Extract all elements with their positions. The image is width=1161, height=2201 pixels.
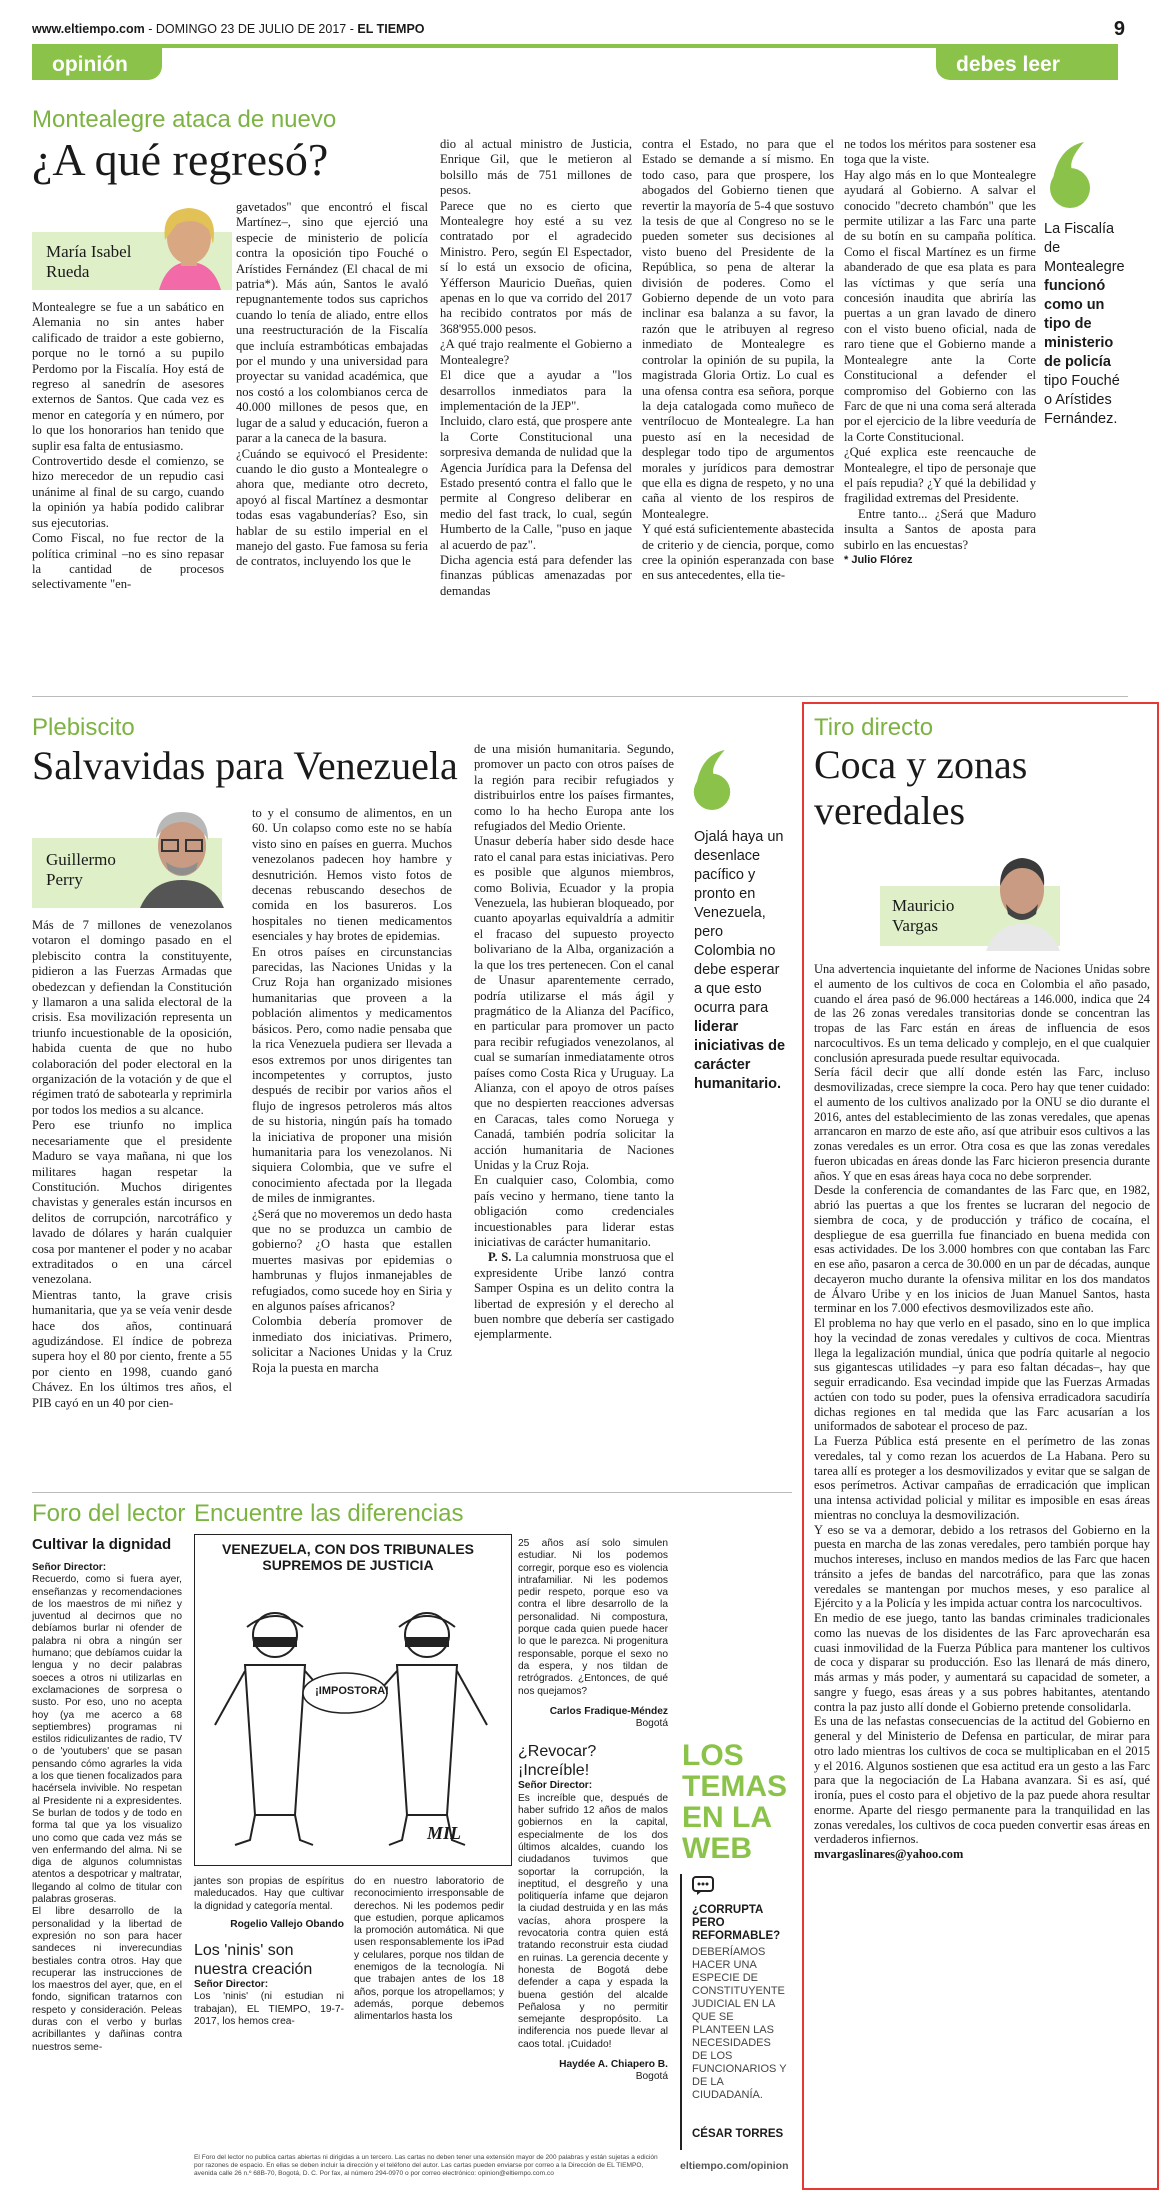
author-portrait — [980, 846, 1065, 951]
letter1-cont: jantes son propias de espíritus maleducados. Hay que cultivar la dignidad y categoría mental. — [194, 1876, 344, 1912]
article3-title: Coca y zonas veredales — [814, 742, 1028, 833]
letter1-column — [32, 1562, 182, 2054]
article1-col1-text: Montealegre se fue a un sabático en Alemania no sin antes haber calificado de traidor a este gobierno, porque no le tornó a su pupilo Perdomo por la Fiscalía. Hoy está de regreso al sanedrín de asesores externos de Santos. Que cada vez es menor en categoría y en número, por lo que los honorarios han tenido que suplir esa falta de entusiasmo. Controvertido desde el comienzo, se hizo merecedor de un repudio casi unánime al final de su cargo, cuando la opinión ya había podido calibrar sus ejecutorias. Como Fiscal, no fue rector de la política criminal –no es sino repasar la cantidad de procesos selectivamente "en- — [32, 300, 224, 592]
article1-column-4 — [642, 137, 834, 584]
letter1-body: Recuerdo, como si fuera ayer, enseñanzas y recomendaciones de los maestros de mi niñez y juventud al decirnos que no debíamos burlar ni ofender de palabra ni obra a ningún ser humano; que debíamos cuidar la lengua y no decir palabras soeces a otros ni utilizarlas en exclamaciones de sorpresa o susto. Por eso, uno no acepta hoy (ya me acerco a 68 septiembres) programas ni estilos ridiculizantes de radio, TV o de 'youtubers' que se pasan pensando cómo agrarles la vida a los que tienen focalizados para hacérsela invivible. No respetan al Presidente ni a expresidentes. Se burlan de todos y de todo en forma tal que ya los visualizo uno como que cada vez más se ven enfermando del alma. Ni se diga de algunos columnistas atentos a despotricar y maltratar, llegando al colmo de titular con palabras groseras. El libre desarrollo de la personalidad y la libertad de expresión no son para hacer sandeces ni inverecundias bestiales contra otros. Hay que recuperar las instrucciones de los maestros del ayer, que, en el fondo, significan tratarnos con respeto y consideración. Peleas duras con el verbo y burlas acribillantes y dañinas contra nuestros seme- — [32, 1574, 182, 2053]
article2-col1-text: Más de 7 millones de venezolanos votaron el domingo pasado en el plebiscito contra la constituyente, pidieron a las Fuerzas Armadas que obedezcan y defiendan la Constitución y llamaron a una salida electoral de la crisis. Esa movilización representa un triunfo incuestionable de la oposición, habida cuenta de que no hubo colaboración del poder electoral en la organización de la votación y de que el régimen trató de sabotearla y reprimirla por todos los medios a su alcance. Pero ese triunfo no implica necesariamente que el presidente Maduro se vaya mañana, ni que los militares hagan respetar la Constitución. Muchos dirigentes chavistas y generales están incursos en delitos de corrupción, narcotráfico y lavado de dólares y harán cualquier cosa por mantener el poder y no acabar extraditados o en una cárcel venezolana. Mientras tanto, la grave crisis humanitaria, que ya se veía venir desde hace dos años, continuará agudizándose. El índice de pobreza supera hoy el 80 por ciento, frente a 55 por ciento en 1998, cuando ganó Chávez. En los últimos tres años, el PIB cayó en un 40 por cien- — [32, 918, 232, 1410]
page-number: 9 — [1113, 18, 1125, 40]
quote-icon — [1048, 140, 1092, 210]
article3-body — [814, 962, 1150, 1862]
quote-icon — [692, 748, 732, 812]
article2-title: Salvavidas para Venezuela — [32, 743, 458, 788]
article2-col2-text: to y el consumo de alimentos, en un 60. Un colapso como este no se había visto sino en países en guerra. Muchos venezolanos padecen hoy hambre y desnutrición. Hemos visto fotos de decenas rebuscando desechos de comida en los basureros. Los hospitales no tienen medicamentos esenciales y hay brotes de epidemias. En otros países en circunstancias parecidas, las Naciones Unidas y la Cruz Roja han organizado misiones humanitarias que proveen a la población alimentos y medicamentos básicos. Pero, como nadie pensaba que la rica Venezuela pudiera ser llevada a esos extremos por unos dirigentes tan incompetentes y corruptos, justo después de recibir por varios años el flujo de ingresos petroleros más altos de su historia, ningún país ha tomado la iniciativa de proponer una misión humanitaria para los venezolanos. Ni siquiera Colombia, que ve sufre el conocimiento afectada por la llegada de miles de inmigrantes. ¿Será que no moveremos un dedo hasta que no se produzca un cambio de gobierno? ¿O hasta que estallen muertes masivas por epidemias o hambrunas y flujos inmanejables de refugiados, como sucede hoy en Siria y en algunos países africanos? Colombia debería promover de inmediato dos iniciativas. Primero, solicitar a Naciones Unidas y la Cruz Roja la puesta en marcha — [252, 806, 452, 1375]
temas-link[interactable]: eltiempo.com/opinion — [680, 2160, 789, 2172]
site-url[interactable]: www.eltiempo.com — [32, 22, 145, 36]
portrait-woman-icon — [147, 200, 232, 290]
temas-question[interactable]: ¿CORRUPTA PERO REFORMABLE? — [692, 1904, 781, 1942]
article1-column-1 — [32, 300, 224, 593]
letter3-body: Es increíble que, después de haber sufrido 12 años de malos gobiernos en la capital, especialmente de los dos últimos alcaldes, cuando los ciudadanos tuvimos que soportar la corrupción, la ineptitud, el desgreño y una politiquería infame que dejaron la ciudad destruida y en las más vacías, ahora prospere la revocatoria contra quien está tratando reconstruir esta ciudad en ruinas. La gerencia decente y honesta de Bogotá debe defender a capa y espada la buena gestión del alcalde Peñalosa y no permitir semejante despropósito. La indiferencia nos puede llevar al caos total. ¡Cuidado! — [518, 1792, 668, 2050]
article1-col2-text: gavetados" que encontró el fiscal Martínez–, sino que ejerció una especie de ministerio de policía contra la oposición tipo Fouché o Arístides Fernández (El chacal de mi patria*). Más aún, Santos le avaló repugnantemente todos sus caprichos cuando lo tenía de aliado, entre ellos una reestructuración de la Fiscalía que incluía estrambóticas embajadas por el mundo y una universidad para proyectar su vanidad académica, que nos costó a los colombianos cerca de 40.000 millones de pesos que, en lugar de a salud y educación, fueron a parar a la caneca de la basura. ¿Cuándo se equivocó el Presidente: cuando le dio gusto a Montealegre o ahora que, mediante otro decreto, apoyó al fiscal Martínez a desmontar todas esas vagabunderías? Eso, sin hablar de su estilo imperial en el manejo del gasto. Fue famosa su feria de contratos, incluyendo los que le — [236, 200, 428, 569]
section-divider — [32, 696, 1128, 697]
issue-date: DOMINGO 23 DE JULIO DE 2017 — [155, 22, 347, 36]
cartoon-speech: ¡IMPOSTORA! — [315, 1685, 389, 1697]
author-name: Guillermo Perry — [46, 850, 116, 889]
temas-body: DEBERÍAMOS HACER UNA ESPECIE DE CONSTITUYENTE JUDICIAL EN LA QUE SE PLANTEEN LAS NECESIDADES DE LOS FUNCIONARIOS Y DE LA CIUDADANÍA. — [692, 1946, 787, 2101]
letter2-title: Los 'ninis' son nuestra creación — [194, 1942, 313, 1979]
author-portrait — [147, 200, 232, 290]
letter3-city: Bogotá — [635, 2071, 668, 2083]
cartoon-caption: VENEZUELA, CON DOS TRIBUNALES SUPREMOS DE JUSTICIA — [221, 1541, 474, 1573]
letter2-end: 25 años así solo simulen estudiar. Ni los podemos corregir, porque eso es violencia intrafamiliar. Ni les podemos pedir respeto, porque eso va contra el libre desarrollo de la personalidad. Ni compostura, porque cada quien puede hacer lo que le parezca. Ni progenitura responsable, porque el sexo no da espera, y nos tildan de retrógrados. ¿Entonces, de qué nos quejamos? — [518, 1538, 668, 1697]
temas-author: CÉSAR TORRES — [692, 2128, 784, 2140]
foro-divider — [32, 1492, 792, 1493]
letter2-salute: Señor Director: — [194, 1979, 269, 1991]
letter2-body: Los 'ninis' (ni estudian ni trabajan), EL TIEMPO, 19-7-2017, los hemos crea- — [194, 1991, 344, 2028]
letter2-end-column — [518, 1538, 668, 2084]
article2-ps-text: La calumnia monstruosa que el expresidente Uribe lanzó contra Samper Ospina es un delito contra la libertad de expresión y el derecho al buen nombre que debería ser castigado ejemplarmente. — [474, 1250, 674, 1342]
cartoon-frame — [194, 1534, 512, 1866]
letter1-continued — [194, 1876, 344, 2028]
article2-col3-text: de una misión humanitaria. Segundo, promover un pacto con otros países de la región para recibir refugiados y distribuirlos entre los países firmantes, como lo ha hecho Europa ante los refugiados del Medio Oriente. Unasur debería haber sido desde hace rato el canal para estas iniciativas. Pero es posible que algunos miembros, como Bolivia, Ecuador y la propia Venezuela, las hubieran bloqueado, por cuanto apoyarlas equivaldría a admitir el fracaso del supuesto proyecto bolivariano de la Alba, organización a la que los tres pertenecen. Con el canal de Unasur aparentemente cerrado, podría utilizarse el más ágil y pragmático de la Alianza del Pacífico, en particular para promover un pacto para recibir refugiados venezolanos, al cual se sumarían inmediatamente otros países como Costa Rica y Uruguay. La Alianza, con el apoyo de otros países que no despierten reacciones adversas en Caracas, tales como Noruega y Canadá, también podría solicitar la acción humanitaria de Naciones Unidas y la Cruz Roja. En cualquier caso, Colombia, como país vecino y hermano, tiene tanto la obligación como credenciales incuestionables para liderar estas iniciativas de carácter humanitario. — [474, 742, 674, 1249]
portrait-man-icon — [980, 846, 1065, 951]
portrait-man-glasses-icon — [132, 800, 232, 908]
foro-fine-print: El Foro del lector no publica cartas abiertas ni dirigidas a un tercero. Las cartas no deben tener una extensión mayor de 200 palabras y están sujetas a edición por razones de espacio. En ellas se deben incluir la dirección y el teléfono del autor. Las cartas pueden enviarse por correo a la Dirección de EL TIEMPO, avenida calle 26 n.º 68B-70, Bogotá, D. C. Por fax, al número 294-0970 o por correo electrónico: opinion@eltiempo.com.co — [194, 2154, 658, 2177]
temas-title: LOS TEMAS EN LA WEB — [682, 1739, 787, 1865]
author-name: María Isabel Rueda — [46, 242, 132, 281]
article1-kicker: Montealegre ataca de nuevo — [32, 106, 337, 133]
header-bar: www.eltiempo.com - DOMINGO 23 DE JULIO DE 2017 - EL TIEMPO 9 — [32, 18, 1125, 40]
article1-col3-text: dio al actual ministro de Justicia, Enrique Gil, que le metieron al bolsillo más de 751 millones de pesos. Parece que no es cierto que Montealegre hoy esté a su vez contratado por el agradecido Ministro. Pero, según El Espectador, sí lo está un exsocio de oficina, Yéfferson Mauricio Dueñas, quien apenas en lo que va corrido del 2017 ha recibido contratos por más de 368'955.000 pesos. ¿A qué trajo realmente el Gobierno a Montealegre? El dice que a ayudar a "los desarrollos inmediatos para la implementación de la JEP". Incluido, claro está, que prospere ante la Corte Constitucional una sorpresiva demanda de nulidad que la Agencia Jurídica para la Defensa del Estado presentó contra el fallo que le permite al Congreso deliberar en medio del fast track, lo cual, según Humberto de la Calle, "puso en jaque al acuerdo de paz". Dicha agencia está para defender las finanzas públicas amenazadas por demandas — [440, 137, 632, 598]
article1-column-2 — [236, 200, 428, 570]
cartoon-signature: MIL — [427, 1823, 462, 1843]
letter3-title: ¿Revocar? ¡Increíble! — [518, 1743, 597, 1780]
paper-name: EL TIEMPO — [357, 22, 425, 36]
letter2-cont: do en nuestro laboratorio de reconocimiento irresponsable de derechos. Ni les podemos pedir que estudien, porque aplicamos la promoción automática. Ni que usen responsablemente los iPad y celulares, porque nos tildan de enemigos de la tecnología. Ni que trabajen antes de los 18 años, porque los atropellamos; y además, porque debemos alimentarlos hasta los — [354, 1876, 504, 2023]
article3-body-text: Una advertencia inquietante del informe de Naciones Unidas sobre el aumento de los cultivos de coca en Colombia el año pasado, cuando el área pasó de 96.000 hectáreas a 146.000, indica que 24 de las 26 zonas veredales transitorias donde se concentran las tropas de las Farc están en áreas de influencia de esos narcocultivos. Es un tema delicado y complejo, en el que cualquier conclusión apresurada puede resultar equivocada. Sería fácil decir que allí donde estén las Farc, incluso desmovilizadas, crece siempre la coca. Pero hay que tener cuidado: el aumento de los cultivos analizado por la ONU se dio durante el 2016, antes del establecimiento de las zonas veredales, que apenas arrancaron en marzo de este año, así que atribuir esos cultivos a las zonas veredales es un error. Otra cosa es que las zonas veredales fueron ubicadas en áreas donde las Farc hicieron presencia durante años. Y que en esas áreas haya coca no debe sorprender. Desde la conferencia de comandantes de las Farc que, en 1982, abrió las puertas a que los frentes se lucraran del negocio de siembra de coca, y de producción y tráfico de cocaína, el despliegue de esa guerrilla fue financiado en buena medida con esas actividades. De los 3.000 hombres con que contaban las Farc en ese año, pasaron a cerca de 30.000 en un par de décadas, aunque decayeron mucho durante la ofensiva militar en los dos mandatos de Álvaro Uribe y en los inicios de Juan Manuel Santos, hasta terminar en los 7.000 efectivos desmovilizados este año. El problema no hay que verlo en el pasado, sino en lo que implica hoy la vecindad de zonas veredales y cultivos de coca. Mientras llega la legalización mundial, única que podría quitarle al negocio sus gigantescas utilidades –y para eso faltan décadas–, hay que seguir erradicando. Esa vecindad impide que las Fuerzas Armadas actúen con todo su poder, pues la ofensiva erradicadora sacudiría dichas regiones en tal medida que las Farc acusarían a los uniformados de sabotear el proceso de paz. La Fuerza Pública está presente en el perímetro de las zonas veredales, tal y como rezan los acuerdos de La Habana. Pero su tarea allí es proteger a los desmovilizados y evitar que se salgan de esos perímetros. Activar campañas de erradicación que implican una intensa actividad policial y militar es imposible en esas áreas mientras no concluya la desmovilización. Y eso se va a demorar, debido a los retrasos del Gobierno en la puesta en marcha de las zonas veredales, pero también porque hay muchos intereses, incluso en mandos medios de las Farc que hacen tránsito a jefes de bandas del narcotráfico, para que las zonas veredales se mantengan por muchos meses, y eso paralice al Ejército y a la Policía y les impida actuar contra los narcocultivos. En medio de ese juego, tanto las bandas criminales tradicionales como las nuevas de los disidentes de las Farc aprovecharán esa cuasi inmovilidad de la Fuerza Pública para mantener los cultivos de coca y disparar su producción. Eso las llenará de más dinero, más armas y más poder, y aumentará su capacidad de someter, a sangre y fuego, esas áreas y a sus pobres habitantes, atentando contra la paz justo allí donde el Gobierno pretende consolidarla. Es una de las nefastas consecuencias de la actitud del Gobierno en general y del Ministerio de Defensa en particular, de mirar para otro lado mientras los cultivos de coca se multiplicaban en el 2015 y el 2016. Algunos sostienen que esa actitud era un gesto a las Farc para que la negociación de La Habana avanzara. Si es así, qué ironía, pues el costo para el objetivo de la paz puede ahora resultar enorme. Aparte del riesgo permanente para la tranquilidad en las zonas veredales, los cultivos de coca pueden convertir esas áreas en verdaderos infiernos. — [814, 962, 1150, 1847]
author-name: Mauricio Vargas — [892, 896, 955, 935]
article3-email[interactable]: mvargaslinares@yahoo.com — [814, 1847, 964, 1861]
comment-icon — [692, 1876, 714, 1896]
article1-col4-text: contra el Estado, no para que el Estado se demande a sí mismo. En todo caso, para que prospere, los abogados del Gobierno tienen que revertir la mayoría de 5-4 que sostuvo la tesis de que al Congreso no se le pueden someter sus decisiones al visto bueno del Presidente de la República, so pena de alterar la división de poderes. Como el Gobierno depende de un voto para inclinar esa balanza a su favor, la razón que le atribuyen al regreso inmediato de Montealegre es controlar la opinión de su pupila, la magistrada Gloria Ortiz. Lo cual es una ofensa contra esa señora, porque la deja catalogada como muñeco de ventrílocuo de Montealegre. La han puesto así en la necesidad de desplegar todo tipo de argumentos morales y jurídicos para demostrar que ella es digna de respeto, y no una caña al viento de los respiros de Montealegre. Y qué está suficientemente abastecida de criterio y de ciencia, porque, como cree la opinión esperanzada con base en sus antecedentes, ella tie- — [642, 137, 834, 583]
section-tab-opinion — [32, 48, 162, 80]
letter3-signature: Haydée A. Chiapero B. — [559, 2058, 668, 2070]
article2-column-1 — [32, 918, 232, 1411]
article2-quote-mark — [692, 748, 732, 817]
section-tab-debes-leer — [936, 48, 1118, 80]
article2-ps-label: P. S. — [488, 1250, 512, 1265]
letter1-title: Cultivar la dignidad — [32, 1536, 172, 1553]
letter2-signature: Carlos Fradique-Méndez — [549, 1705, 668, 1717]
article1-entre-tanto: Entre tanto... ¿Será que Maduro insulta a Santos de aposta para subirlo en las encuestas? — [844, 506, 1036, 552]
cartoon-title: Encuentre las diferencias — [194, 1500, 464, 1527]
article1-quote-mark — [1048, 140, 1092, 215]
section-label-opinion: opinión — [52, 53, 128, 76]
letter3-salute: Señor Director: — [518, 1780, 593, 1792]
article2-author-box — [32, 800, 232, 910]
letter1-salute: Señor Director: — [32, 1562, 107, 1573]
chat-icon — [692, 1876, 714, 1901]
article2-column-2 — [252, 806, 452, 1376]
article1-footnote: * Julio Flórez — [844, 553, 913, 566]
article2-pullquote: Ojalá haya un desenlace pacífico y pronto en Venezuela, pero Colombia no debe esperar a que esto ocurra para liderar iniciativas de carácter humanitario. — [694, 829, 786, 1092]
author-portrait — [132, 800, 232, 908]
article3-author-box — [880, 846, 1080, 956]
letter1-signature: Rogelio Vallejo Obando — [230, 1918, 344, 1930]
letter2-continued — [354, 1876, 504, 2024]
temas-rule — [680, 1874, 682, 2150]
cartoon-drawing-icon — [195, 1575, 513, 1865]
article1-pullquote: La Fiscalía de Montealegre funcionó como un tipo de ministerio de policía tipo Fouché o Arístides Fernández. — [1044, 221, 1125, 427]
article1-column-5 — [844, 137, 1036, 568]
article1-title: ¿A qué regresó? — [32, 134, 329, 185]
article2-kicker: Plebiscito — [32, 714, 135, 741]
foro-title: Foro del lector — [32, 1500, 186, 1527]
article1-column-3 — [440, 137, 632, 599]
section-label-debes-leer: debes leer — [956, 53, 1060, 76]
article1-col5-text: ne todos los méritos para sostener esa toga que la viste. Hay algo más en lo que Montealegre ayudará al Gobierno. A salvar el conocido "decreto chambón" que les permite utilizar a las Farc una parte de su botín en su campaña política. Como el fiscal Martínez es un firme abanderado de que esa plata es para las víctimas y que sería una concesión inaudita que abriría las puertas a un gran lavado de dinero con el visto bueno oficial, nada de raro tiene que el Gobierno mande a Montealegre ante la Corte Constitucional a defender el compromiso del Gobierno con las Farc de que ni una coma será alterada por el ejercicio de la libre veeduría de la Corte Constitucional. ¿Qué explica este reencauche de Montealegre, el tipo de personaje que el país repudia? ¿Y qué la debilidad y fragilidad extremas del Presidente. — [844, 137, 1036, 506]
article3-kicker: Tiro directo — [814, 714, 934, 741]
letter2-city: Bogotá — [635, 1718, 668, 1730]
article2-column-3 — [474, 742, 674, 1343]
